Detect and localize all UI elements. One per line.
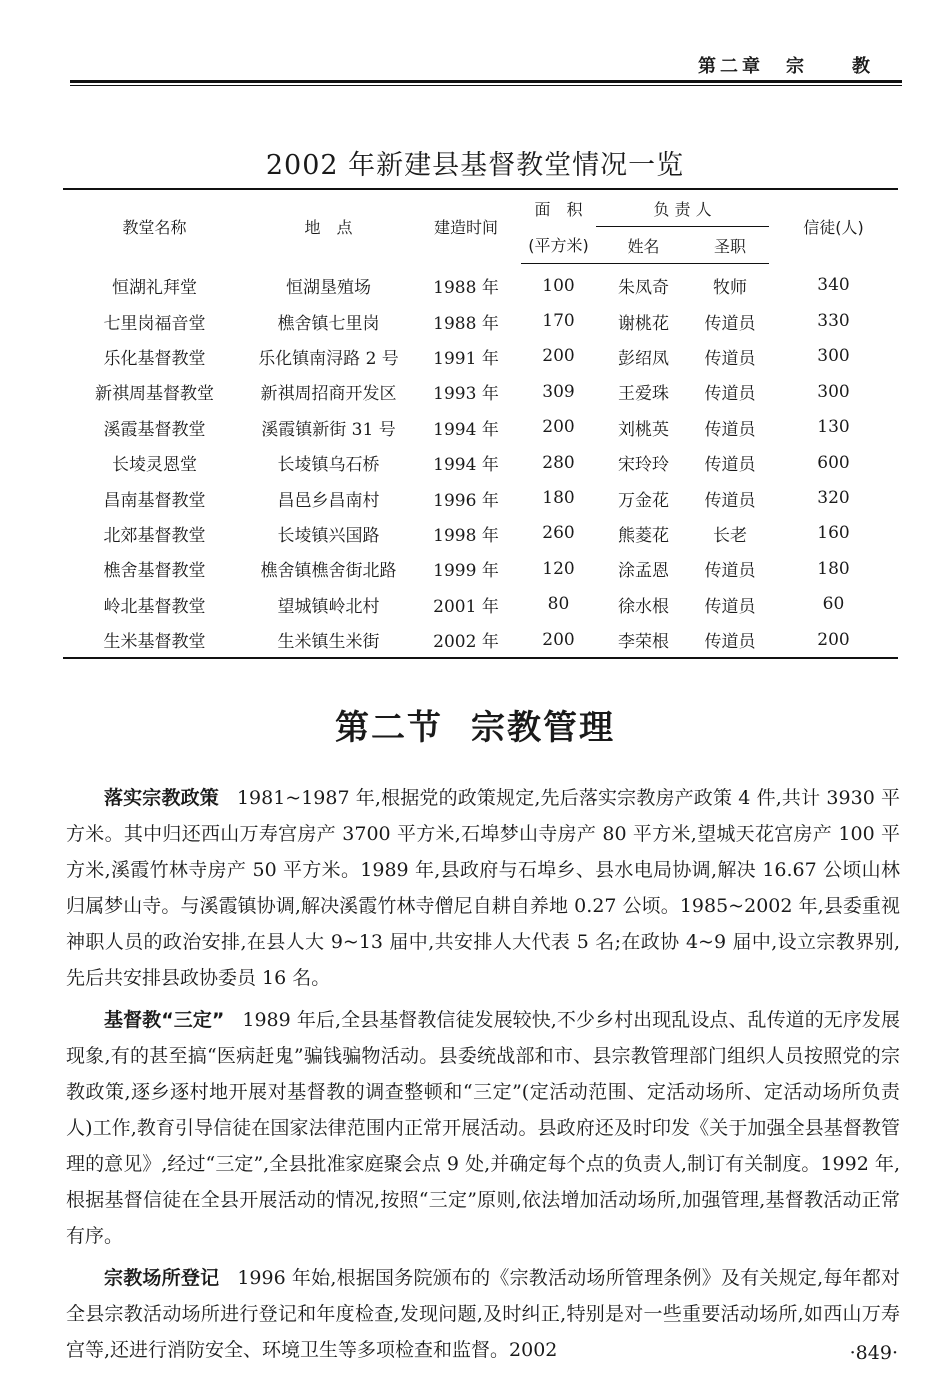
cell-believers: 300: [817, 381, 850, 402]
cell-built: 2001 年: [433, 596, 499, 617]
cell-leader: 熊菱花: [618, 525, 669, 546]
paragraph-lead: 落实宗教政策: [104, 787, 219, 809]
paragraph-registration: [66, 1260, 900, 1368]
paragraph-lead: 基督教“三定”: [104, 1009, 225, 1031]
table-row: [63, 622, 898, 658]
cell-area: 200: [542, 346, 575, 367]
cell-area: 80: [547, 594, 570, 615]
table-row: [63, 516, 898, 551]
cell-believers: 600: [817, 452, 850, 473]
cell-leader: 刘桃英: [618, 419, 669, 440]
cell-area: 200: [542, 417, 575, 438]
cell-location: 望城镇岭北村: [277, 596, 380, 617]
cell-name: 生米基督教堂: [63, 622, 246, 658]
cell-area: 180: [542, 488, 575, 509]
cell-believers: 340: [817, 275, 850, 296]
cell-name: 北郊基督教堂: [103, 525, 206, 546]
body-text: [66, 780, 900, 1374]
section-name: 宗教管理: [471, 708, 615, 748]
cell-location: 长堎镇兴国路: [277, 525, 380, 546]
cell-area: 260: [542, 523, 575, 544]
table-row: [63, 480, 898, 515]
table-row: [63, 445, 898, 480]
cell-name: 乐化基督教堂: [103, 348, 206, 369]
cell-built: 1991 年: [433, 348, 499, 369]
paragraph-policy: [66, 780, 900, 996]
cell-role: 传道员: [704, 490, 756, 511]
table-row: [63, 551, 898, 586]
cell-built: 1994 年: [433, 419, 499, 440]
table-row: [63, 374, 898, 409]
running-header: 第二章 宗 教: [698, 56, 874, 77]
cell-leader: 宋玲玲: [618, 455, 669, 476]
cell-area: 120: [542, 558, 575, 579]
table-row: [63, 410, 898, 445]
table-row: [63, 587, 898, 622]
cell-leader: 朱凤奇: [618, 278, 669, 299]
cell-name: 恒湖礼拜堂: [112, 277, 197, 298]
cell-built: 1993 年: [433, 384, 499, 405]
cell-area: 170: [542, 311, 575, 332]
cell-role: 牧师: [713, 278, 747, 299]
cell-built: 1988 年: [433, 313, 499, 334]
table-title: 2002 年新建县基督教堂情况一览: [265, 150, 685, 181]
cell-built: 1988 年: [433, 277, 499, 298]
cell-name: 樵舍基督教堂: [103, 561, 206, 582]
paragraph-text: 1996 年始,根据国务院颁布的《宗教活动场所管理条例》及有关规定,每年都对全县宗教活动场所进行登记和年度检查,发现问题,及时纠正,特别是对一些重要活动场所,如西山万寿宫等,还进行消防安全、环境卫生等多项检查和监督。2002: [66, 1267, 900, 1361]
table-row: [63, 303, 898, 338]
cell-location: 恒湖垦殖场: [286, 277, 371, 298]
header-area-unit: (平方米): [521, 227, 596, 264]
cell-built: 1999 年: [433, 561, 499, 582]
header-built-time: 建造时间: [411, 189, 521, 264]
cell-built: 1994 年: [433, 455, 499, 476]
cell-believers: 320: [817, 488, 850, 509]
cell-name: 昌南基督教堂: [103, 490, 206, 511]
cell-location: 昌邑乡昌南村: [277, 490, 380, 511]
header-church-name: 教堂名称: [63, 189, 246, 264]
cell-leader: 涂孟恩: [618, 561, 669, 582]
cell-role: 长老: [713, 525, 747, 546]
cell-role: 传道员: [691, 622, 769, 658]
paragraph-three-fixes: [66, 1002, 900, 1254]
cell-name: 溪霞基督教堂: [103, 419, 206, 440]
cell-area: 200: [521, 622, 596, 658]
cell-name: 长堎灵恩堂: [112, 455, 197, 476]
cell-role: 传道员: [704, 384, 756, 405]
cell-leader: 王爱珠: [618, 384, 669, 405]
cell-name: 七里岗福音堂: [103, 313, 206, 334]
cell-leader: 彭绍凤: [618, 348, 669, 369]
cell-built: 2002 年: [411, 622, 521, 658]
page-number: ·849·: [849, 1342, 898, 1364]
paragraph-lead: 宗教场所登记: [104, 1267, 220, 1289]
header-leader-name: 姓名: [596, 227, 691, 264]
cell-location: 乐化镇南浔路 2 号: [258, 348, 399, 369]
cell-location: 樵舍镇樵舍街北路: [260, 561, 397, 582]
cell-location: 新祺周招商开发区: [260, 384, 397, 405]
cell-role: 传道员: [704, 419, 756, 440]
church-table: [63, 188, 898, 659]
cell-built: 1996 年: [433, 490, 499, 511]
header-area: 面 积: [521, 189, 596, 227]
cell-area: 309: [542, 381, 575, 402]
cell-leader: 谢桃花: [618, 313, 669, 334]
cell-location: 溪霞镇新街 31 号: [261, 419, 396, 440]
cell-location: 樵舍镇七里岗: [277, 313, 380, 334]
cell-role: 传道员: [704, 561, 756, 582]
cell-role: 传道员: [704, 596, 756, 617]
cell-believers: 130: [817, 417, 850, 438]
table-row: [63, 339, 898, 374]
header-leader-role: 圣职: [691, 227, 769, 264]
cell-location: 长堎镇乌石桥: [277, 455, 380, 476]
cell-name: 新祺周基督教堂: [95, 384, 214, 405]
cell-area: 280: [542, 452, 575, 473]
header-leader: 负 责 人: [596, 189, 769, 227]
cell-area: 100: [542, 275, 575, 296]
cell-role: 传道员: [704, 455, 756, 476]
church-table-container: [63, 188, 898, 659]
header-rule: [70, 80, 902, 86]
cell-leader: 李荣根: [596, 622, 691, 658]
paragraph-text: 1989 年后,全县基督教信徒发展较快,不少乡村出现乱设点、乱传道的无序发展现象,有的甚至搞“医病赶鬼”骗钱骗物活动。县委统战部和市、县宗教管理部门组织人员按照党的宗教政策,逐乡逐村地开展对基督教的调查整顿和“三定”(定活动范围、定活动场所、定活动场所负责人)工作,教育引导信徒在国家法律范围内正常开展活动。县政府还及时印发《关于加强全县基督教管理的意见》,经过“三定”,全县批准家庭聚会点 9 处,并确定每个点的负责人,制订有关制度。1992 年,根据基督信徒在全县开展活动的情况,按照“三定”原则,依法增加活动场所,加强管理,基督教活动正常有序。: [66, 1009, 900, 1247]
cell-role: 传道员: [704, 348, 756, 369]
cell-believers: 330: [817, 311, 850, 332]
cell-believers: 160: [817, 523, 850, 544]
cell-leader: 徐水根: [618, 596, 669, 617]
paragraph-text: 1981~1987 年,根据党的政策规定,先后落实宗教房产政策 4 件,共计 3930 平方米。其中归还西山万寿宫房产 3700 平方米,石埠梦山寺房产 80 平方米,望城天花宫房产 100 平方米,溪霞竹林寺房产 50 平方米。1989 年,县政府与石埠乡、县水电局协调,解决 16.67 公顷山林归属梦山寺。与溪霞镇协调,解决溪霞竹林寺僧尼自耕自养地 0.27 公顷。1985~2002 年,县委重视神职人员的政治安排,在县人大 9~13 届中,共安排人大代表 5 名;在政协 4~9 届中,设立宗教界别,先后共安排县政协委员 16 名。: [66, 787, 900, 989]
cell-leader: 万金花: [618, 490, 669, 511]
table-body: [63, 264, 898, 659]
section-heading: [0, 700, 950, 749]
cell-location: 生米镇生米街: [246, 622, 411, 658]
cell-believers: 300: [817, 346, 850, 367]
cell-name: 岭北基督教堂: [103, 596, 206, 617]
table-row: [63, 264, 898, 304]
cell-believers: 60: [822, 594, 845, 615]
header-location: 地 点: [246, 189, 411, 264]
cell-built: 1998 年: [433, 525, 499, 546]
cell-believers: 180: [817, 558, 850, 579]
section-number: 第二节: [335, 708, 443, 748]
header-believers: 信徒(人): [769, 189, 898, 264]
cell-role: 传道员: [704, 313, 756, 334]
cell-believers: 200: [769, 622, 898, 658]
